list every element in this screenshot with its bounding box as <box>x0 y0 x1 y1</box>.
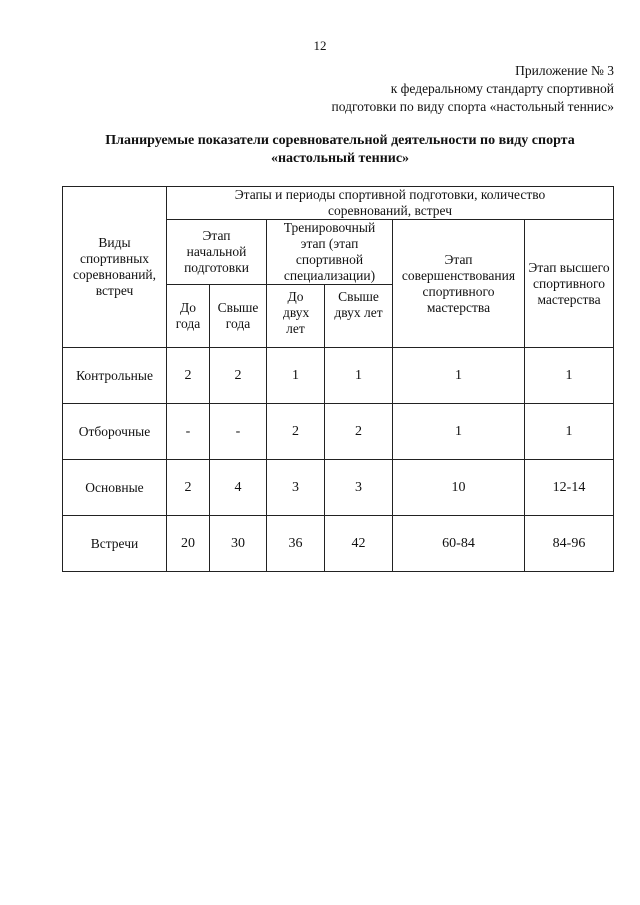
subheader-initial-over-year: Свыше года <box>210 285 267 348</box>
subheader-training-over-two: Свыше двух лет <box>325 285 393 348</box>
table-cell: 4 <box>210 460 267 516</box>
header-stage-improvement: Этап совершенствования спортивного мастерства <box>393 220 525 348</box>
appendix-line-2: к федеральному стандарту спортивной <box>390 81 614 96</box>
table-cell: 36 <box>267 516 325 572</box>
appendix-line-3: подготовки по виду спорта «настольный теннис» <box>331 99 614 114</box>
subheader-initial-up-to-year: До года <box>167 285 210 348</box>
table-cell: 30 <box>210 516 267 572</box>
table-cell: 1 <box>525 404 614 460</box>
table-row <box>63 516 614 572</box>
table-cell: 3 <box>325 460 393 516</box>
table-cell: 1 <box>393 348 525 404</box>
table-row <box>63 348 614 404</box>
document-title <box>60 132 620 168</box>
table-cell: 2 <box>167 460 210 516</box>
table-cell: 3 <box>267 460 325 516</box>
header-stage-training: Тренировочный этап (этап спортивной специализации) <box>267 220 393 285</box>
appendix-line-1: Приложение № 3 <box>515 63 614 78</box>
table-cell: 1 <box>525 348 614 404</box>
row-label: Отборочные <box>63 404 167 460</box>
table-cell: 10 <box>393 460 525 516</box>
header-stage-highest: Этап высшего спортивного мастерства <box>525 220 614 348</box>
table-row <box>63 404 614 460</box>
row-label: Контрольные <box>63 348 167 404</box>
appendix-note <box>332 62 615 116</box>
table-cell: 2 <box>167 348 210 404</box>
row-label: Встречи <box>63 516 167 572</box>
table-cell: - <box>167 404 210 460</box>
title-line-1: Планируемые показатели соревновательной деятельности по виду спорта <box>105 133 575 148</box>
table-cell: 2 <box>210 348 267 404</box>
table-cell: 84-96 <box>525 516 614 572</box>
table-cell: 1 <box>267 348 325 404</box>
table-cell: 1 <box>393 404 525 460</box>
table-row <box>63 460 614 516</box>
row-label: Основные <box>63 460 167 516</box>
competition-table <box>62 186 614 572</box>
page-number: 12 <box>313 38 327 53</box>
title-line-2: «настольный теннис» <box>270 151 410 166</box>
header-competition-types: Виды спортивных соревнований, встреч <box>63 187 167 348</box>
header-stage-initial: Этап начальной подготовки <box>167 220 267 285</box>
table-cell: 1 <box>325 348 393 404</box>
subheader-training-up-to-two: До двух лет <box>267 285 325 348</box>
table-cell: - <box>210 404 267 460</box>
table-cell: 20 <box>167 516 210 572</box>
table-cell: 2 <box>325 404 393 460</box>
table-cell: 2 <box>267 404 325 460</box>
header-stages-group: Этапы и периоды спортивной подготовки, количество соревнований, встреч <box>167 187 614 220</box>
table-cell: 60-84 <box>393 516 525 572</box>
table-cell: 42 <box>325 516 393 572</box>
table-cell: 12-14 <box>525 460 614 516</box>
